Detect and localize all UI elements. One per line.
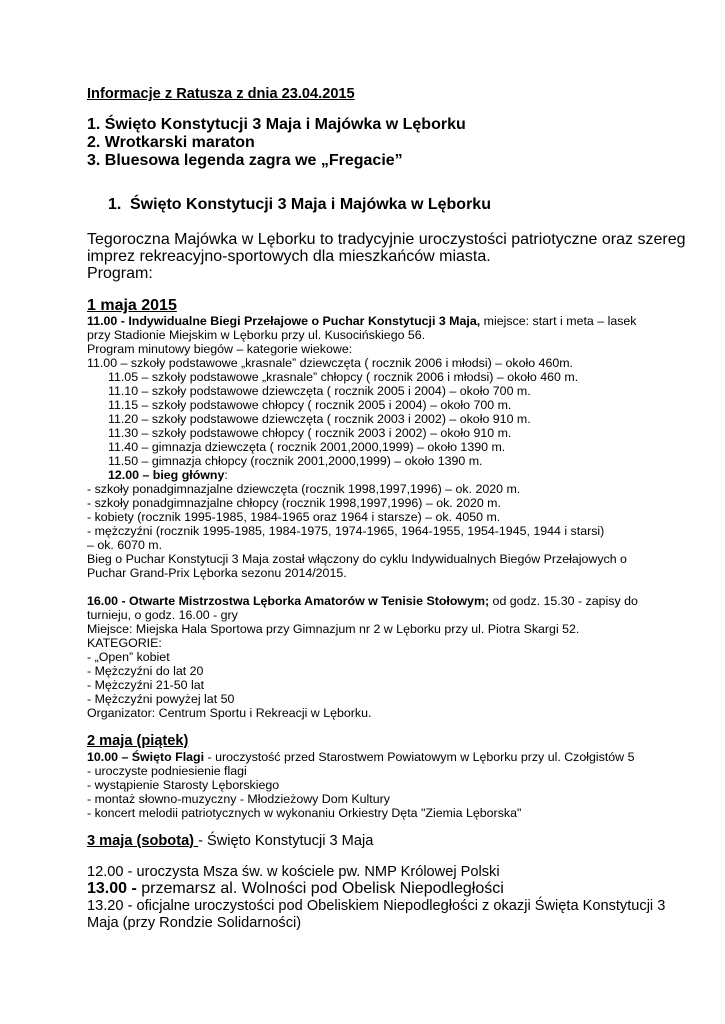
main-run-item: - kobiety (rocznik 1995-1985, 1984-1965 oraz 1964 i starsze) – ok. 4050 m. (87, 510, 501, 524)
run-item: 11.30 – szkoły podstawowe chłopcy ( rocznik 2003 i 2002) – około 910 m. (108, 426, 512, 440)
main-run-item: - szkoły ponadgimnazjalne dziewczęta (rocznik 1998,1997,1996) – ok. 2020 m. (87, 482, 521, 496)
tennis-rest-line-2: turnieju, o godz. 16.00 - gry (87, 608, 238, 622)
run-place: miejsce: start i meta – lasek (480, 314, 637, 328)
day3-heading-rest: - Święto Konstytucji 3 Maja (198, 833, 374, 849)
march-time: 13.00 - (87, 880, 137, 897)
run-title-line (87, 314, 637, 328)
mass-line: 12.00 - uroczysta Msza św. w kościele pw. NMP Królowej Polski (87, 864, 500, 880)
intro-line-3: Program: (87, 265, 153, 282)
run-item: 11.20 – szkoły podstawowe dziewczęta ( rocznik 2003 i 2002) – około 910 m. (108, 412, 531, 426)
flag-item: - koncert melodii patriotycznych w wykonaniu Orkiestry Dęta "Ziemia Lęborska" (87, 806, 522, 820)
intro-line-2: imprez rekreacyjno-sportowych dla mieszkańców miasta. (87, 248, 491, 265)
run-item: 11.50 – gimnazja chłopcy (rocznik 2001,2000,1999) – około 1390 m. (108, 454, 483, 468)
march-line (87, 880, 504, 898)
main-run-item: - mężczyźni (rocznik 1995-1985, 1984-1975, 1974-1965, 1964-1955, 1954-1945, 1944 i starsi) (87, 524, 605, 538)
tennis-category: - „Open” kobiet (87, 650, 170, 664)
run-place-line-2: przy Stadionie Miejskim w Lęborku przy ul. Kusocińskiego 56. (87, 328, 426, 342)
run-item: 11.10 – szkoły podstawowe dziewczęta ( rocznik 2005 i 2004) – około 700 m. (108, 384, 531, 398)
tennis-category: - Mężczyźni do lat 20 (87, 664, 204, 678)
official-line-2: Maja (przy Rondzie Solidarności) (87, 915, 302, 931)
run-item: 11.05 – szkoły podstawowe „krasnale” chłopcy ( rocznik 2006 i młodsi) – około 460 m. (108, 370, 579, 384)
tennis-place: Miejsce: Miejska Hala Sportowa przy Gimnazjum nr 2 w Lęborku przy ul. Piotra Skargi 52. (87, 622, 580, 636)
tennis-category: - Mężczyźni powyżej lat 50 (87, 692, 235, 706)
tennis-title-line (87, 594, 638, 608)
main-run: 12.00 – bieg główny (108, 468, 225, 482)
flag-item: - montaż słowno-muzyczny - Młodzieżowy Dom Kultury (87, 792, 390, 806)
main-run-item: – ok. 6070 m. (87, 538, 163, 552)
cup-note-line-1: Bieg o Puchar Konstytucji 3 Maja został włączony do cyklu Indywidualnych Biegów Przełajowych o (87, 552, 627, 566)
day3-heading-line (87, 833, 373, 850)
run-title: 11.00 - Indywidualne Biegi Przełajowe o Puchar Konstytucji 3 Maja, (87, 314, 481, 328)
toc-item-1: 1. Święto Konstytucji 3 Maja i Majówka w Lęborku (87, 116, 466, 133)
document-title: Informacje z Ratusza z dnia 23.04.2015 (87, 86, 355, 102)
intro-line-1: Tegoroczna Majówka w Lęborku to tradycyjnie uroczystości patriotyczne oraz szereg (87, 231, 686, 248)
main-run-item: - szkoły ponadgimnazjalne chłopcy (rocznik 1998,1997,1996) – ok. 2020 m. (87, 496, 501, 510)
flag-rest: - uroczystość przed Starostwem Powiatowym w Lęborku przy ul. Czołgistów 5 (204, 750, 635, 764)
official-line-1: 13.20 - oficjalne uroczystości pod Obeliskiem Niepodległości z okazji Święta Konstytucji 3 (87, 898, 666, 914)
cup-note-line-2: Puchar Grand-Prix Lęborka sezonu 2014/2015. (87, 566, 347, 580)
tennis-category: - Mężczyźni 21-50 lat (87, 678, 205, 692)
day3-heading: 3 maja (sobota) (87, 833, 199, 849)
run-item: 11.00 – szkoły podstawowe „krasnale” dziewczęta ( rocznik 2006 i młodsi) – około 460m. (87, 356, 573, 370)
flag-title: 10.00 – Święto Flagi (87, 750, 205, 764)
flag-line (87, 750, 634, 764)
flag-item: - wystąpienie Starosty Lęborskiego (87, 778, 280, 792)
run-item: 11.40 – gimnazja dziewczęta ( rocznik 2001,2000,1999) – około 1390 m. (108, 440, 506, 454)
section-number: 1. (108, 196, 122, 213)
toc-item-3: 3. Bluesowa legenda zagra we „Fregacie” (87, 152, 403, 169)
march-rest: przemarsz al. Wolności pod Obelisk Niepodległości (136, 880, 504, 897)
main-run-line (108, 468, 228, 482)
main-run-colon: : (224, 468, 228, 482)
tennis-title: 16.00 - Otwarte Mistrzostwa Lęborka Amatorów w Tenisie Stołowym; (87, 594, 490, 608)
section-title: Święto Konstytucji 3 Maja i Majówka w Lęborku (130, 196, 491, 213)
run-program: Program minutowy biegów – kategorie wiekowe: (87, 342, 353, 356)
day1-heading: 1 maja 2015 (87, 297, 177, 314)
flag-item: - uroczyste podniesienie flagi (87, 764, 247, 778)
tennis-categories-heading: KATEGORIE: (87, 636, 162, 650)
run-item: 11.15 – szkoły podstawowe chłopcy ( rocznik 2005 i 2004) – około 700 m. (108, 398, 512, 412)
day2-heading: 2 maja (piątek) (87, 733, 189, 749)
tennis-rest: od godz. 15.30 - zapisy do (489, 594, 638, 608)
tennis-organizer: Organizator: Centrum Sportu i Rekreacji w Lęborku. (87, 706, 372, 720)
toc-item-2: 2. Wrotkarski maraton (87, 134, 255, 151)
